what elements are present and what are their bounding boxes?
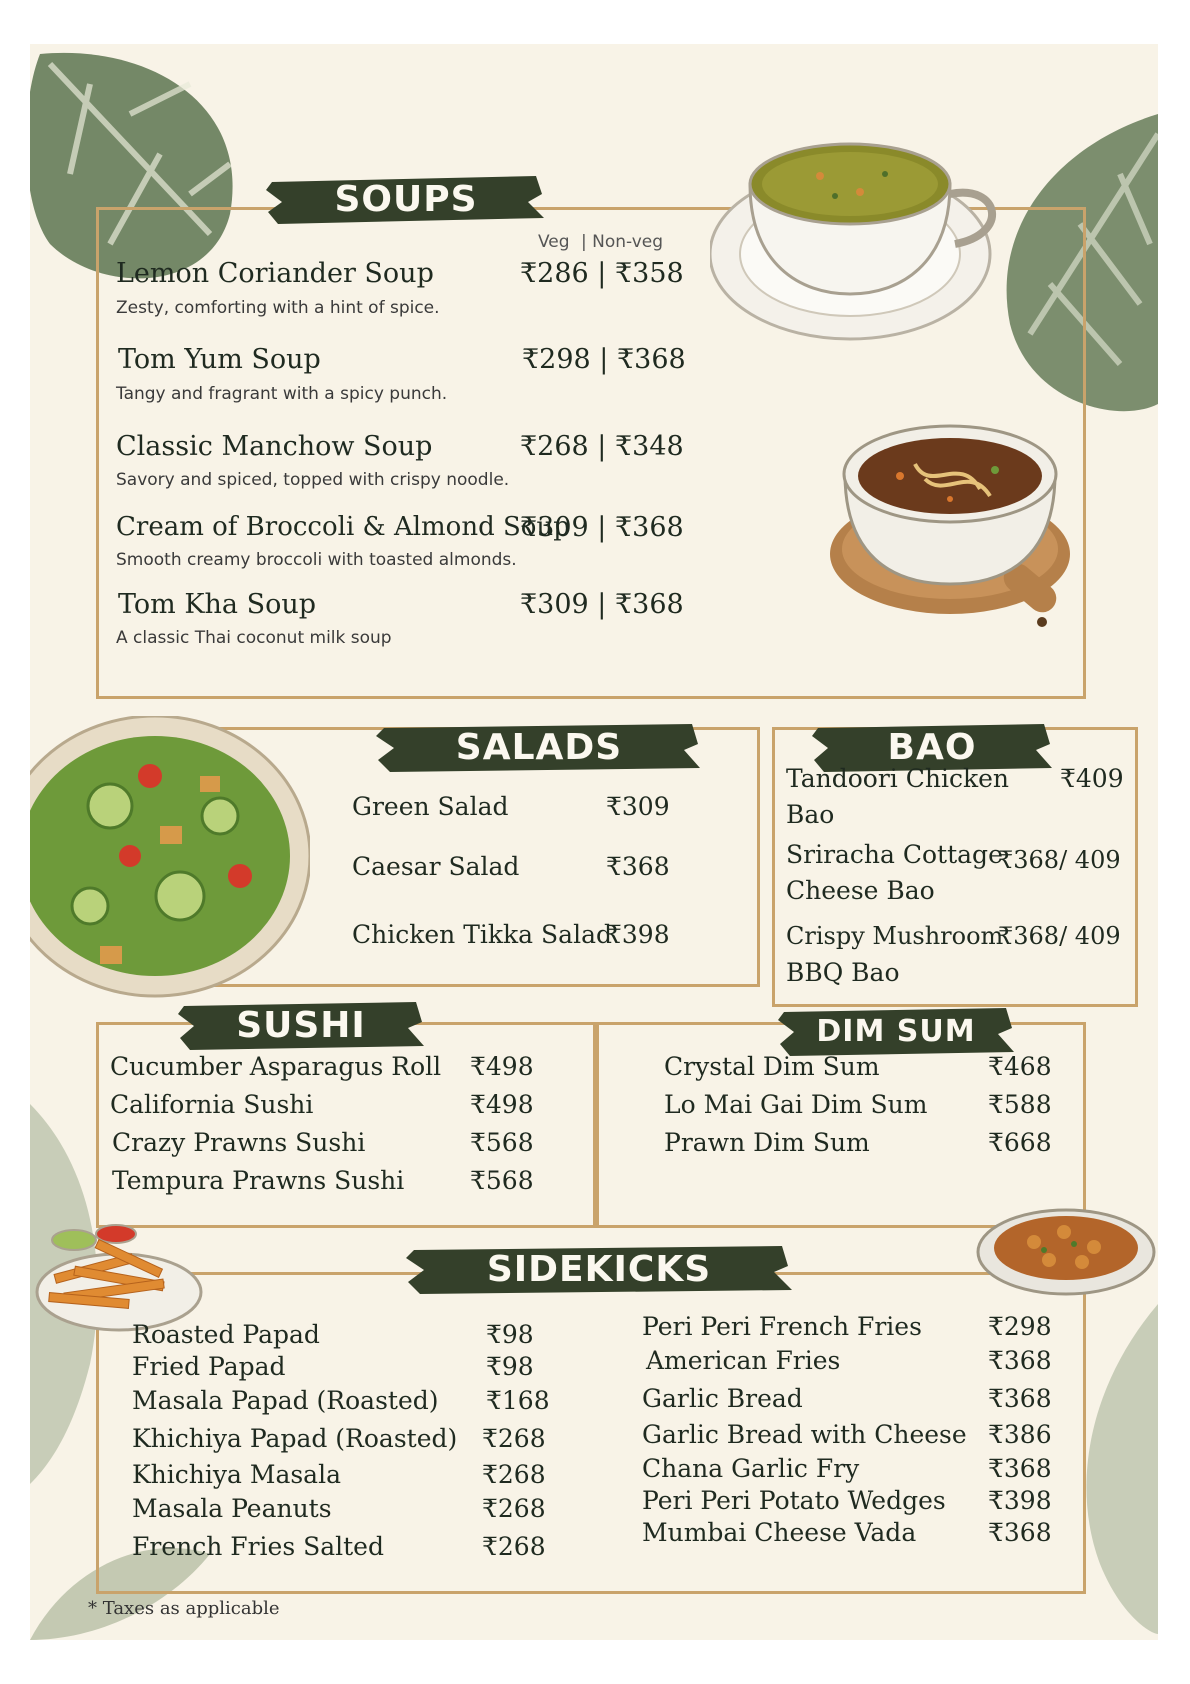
soups-banner xyxy=(266,172,546,228)
sidekick-item-name: Garlic Bread xyxy=(642,1384,803,1413)
sidekick-item-price: ₹268 xyxy=(482,1494,546,1523)
sidekick-item-name: French Fries Salted xyxy=(132,1532,384,1561)
sidekick-item-price: ₹268 xyxy=(482,1424,546,1453)
soup-item-name: Tom Kha Soup xyxy=(118,589,317,620)
taxes-footnote: * Taxes as applicable xyxy=(88,1598,280,1619)
salad-bowl-illustration xyxy=(30,716,310,1006)
sidekick-item-price: ₹168 xyxy=(486,1386,550,1415)
salad-item-price: ₹368 xyxy=(606,852,670,881)
soup-item-price: ₹286 | ₹358 xyxy=(520,258,684,289)
bao-item-price: ₹409 xyxy=(1060,764,1124,793)
bao-item-name: Tandoori Chicken xyxy=(786,764,1010,793)
dimsum-item-name: Lo Mai Gai Dim Sum xyxy=(664,1090,928,1119)
salad-item-name: Green Salad xyxy=(352,792,509,821)
sushi-item-price: ₹498 xyxy=(470,1090,534,1119)
sidekick-item-name: Masala Peanuts xyxy=(132,1494,332,1523)
dimsum-item-name: Crystal Dim Sum xyxy=(664,1052,880,1081)
bao-item-price: ₹368/ 409 xyxy=(998,922,1121,950)
soup-item-desc: Savory and spiced, topped with crispy noodle. xyxy=(116,470,510,490)
sidekick-item-price: ₹368 xyxy=(988,1384,1052,1413)
soup-item-price: ₹309 | ₹368 xyxy=(520,589,684,620)
sidekick-item-name: Khichiya Masala xyxy=(132,1460,341,1489)
soup-item-desc: A classic Thai coconut milk soup xyxy=(116,628,392,648)
soup-item-desc: Tangy and fragrant with a spicy punch. xyxy=(116,384,448,404)
soup-item-desc: Smooth creamy broccoli with toasted almonds. xyxy=(116,550,517,570)
sidekick-item-name: Peri Peri French Fries xyxy=(642,1312,922,1341)
soup-item-name: Tom Yum Soup xyxy=(118,344,321,375)
soup-item-price: ₹298 | ₹368 xyxy=(522,344,686,375)
sushi-item-name: Crazy Prawns Sushi xyxy=(112,1128,366,1157)
soups-title: SOUPS xyxy=(334,179,478,220)
salad-item-price: ₹398 xyxy=(606,920,670,949)
bao-item-name: Crispy Mushroom xyxy=(786,922,1004,950)
sidekick-item-name: Fried Papad xyxy=(132,1352,286,1381)
sidekick-item-price: ₹268 xyxy=(482,1460,546,1489)
sushi-item-name: California Sushi xyxy=(110,1090,314,1119)
sidekick-item-price: ₹368 xyxy=(988,1518,1052,1547)
sushi-title: SUSHI xyxy=(236,1005,366,1046)
sidekick-item-name: Khichiya Papad (Roasted) xyxy=(132,1424,458,1453)
sidekick-item-name: American Fries xyxy=(646,1346,841,1375)
soup-item-name: Cream of Broccoli & Almond Soup xyxy=(116,512,570,542)
soup-cup-illustration xyxy=(710,104,1020,344)
sidekick-item-price: ₹98 xyxy=(486,1320,534,1349)
salad-item-name: Chicken Tikka Salad xyxy=(352,920,612,949)
sushi-item-name: Tempura Prawns Sushi xyxy=(112,1166,405,1195)
noodle-soup-bowl-illustration xyxy=(830,404,1080,704)
sidekick-item-name: Garlic Bread with Cheese xyxy=(642,1420,967,1449)
dimsum-item-price: ₹588 xyxy=(988,1090,1052,1119)
sidekick-item-name: Chana Garlic Fry xyxy=(642,1454,860,1483)
sushi-banner xyxy=(178,998,424,1054)
sidekick-item-name: Roasted Papad xyxy=(132,1320,320,1349)
sidekick-item-price: ₹268 xyxy=(482,1532,546,1561)
bao-item-price: ₹368/ 409 xyxy=(998,846,1121,874)
soup-item-desc: Zesty, comforting with a hint of spice. xyxy=(116,298,440,318)
salads-title: SALADS xyxy=(455,727,623,768)
soup-item-price: ₹268 | ₹348 xyxy=(520,431,684,462)
sidekick-item-name: Mumbai Cheese Vada xyxy=(642,1518,917,1547)
sidekick-item-price: ₹298 xyxy=(988,1312,1052,1341)
soup-item-name: Lemon Coriander Soup xyxy=(116,258,434,289)
sushi-item-price: ₹568 xyxy=(470,1166,534,1195)
chana-plate-illustration xyxy=(974,1192,1158,1302)
salad-item-name: Caesar Salad xyxy=(352,852,520,881)
sushi-item-name: Cucumber Asparagus Roll xyxy=(110,1052,442,1081)
salad-item-price: ₹309 xyxy=(606,792,670,821)
soup-item-price: ₹309 | ₹368 xyxy=(520,512,684,543)
bao-item-name-cont: Cheese Bao xyxy=(786,876,935,905)
sidekick-item-price: ₹368 xyxy=(988,1346,1052,1375)
dimsum-item-price: ₹668 xyxy=(988,1128,1052,1157)
sushi-item-price: ₹568 xyxy=(470,1128,534,1157)
sidekicks-banner xyxy=(406,1242,792,1298)
soup-item-name: Classic Manchow Soup xyxy=(116,431,433,462)
sidekick-item-name: Peri Peri Potato Wedges xyxy=(642,1486,946,1515)
salads-banner xyxy=(376,720,702,776)
sushi-item-price: ₹498 xyxy=(470,1052,534,1081)
veg-header: Veg xyxy=(538,232,570,252)
fries-plate-illustration xyxy=(34,1214,204,1334)
bao-item-name-cont: BBQ Bao xyxy=(786,958,900,987)
bao-item-name: Sriracha Cottage xyxy=(786,840,1003,869)
sidekick-item-price: ₹386 xyxy=(988,1420,1052,1449)
dimsum-title: DIM SUM xyxy=(816,1014,976,1049)
sidekick-item-name: Masala Papad (Roasted) xyxy=(132,1386,439,1415)
nonveg-header: | Non-veg xyxy=(581,232,664,252)
bao-title: BAO xyxy=(887,727,977,768)
bao-item-name-cont: Bao xyxy=(786,800,835,829)
dimsum-item-name: Prawn Dim Sum xyxy=(664,1128,870,1157)
sidekick-item-price: ₹98 xyxy=(486,1352,534,1381)
sidekick-item-price: ₹398 xyxy=(988,1486,1052,1515)
dimsum-item-price: ₹468 xyxy=(988,1052,1052,1081)
sidekicks-title: SIDEKICKS xyxy=(486,1249,712,1290)
sidekick-item-price: ₹368 xyxy=(988,1454,1052,1483)
menu-page xyxy=(30,44,1158,1640)
